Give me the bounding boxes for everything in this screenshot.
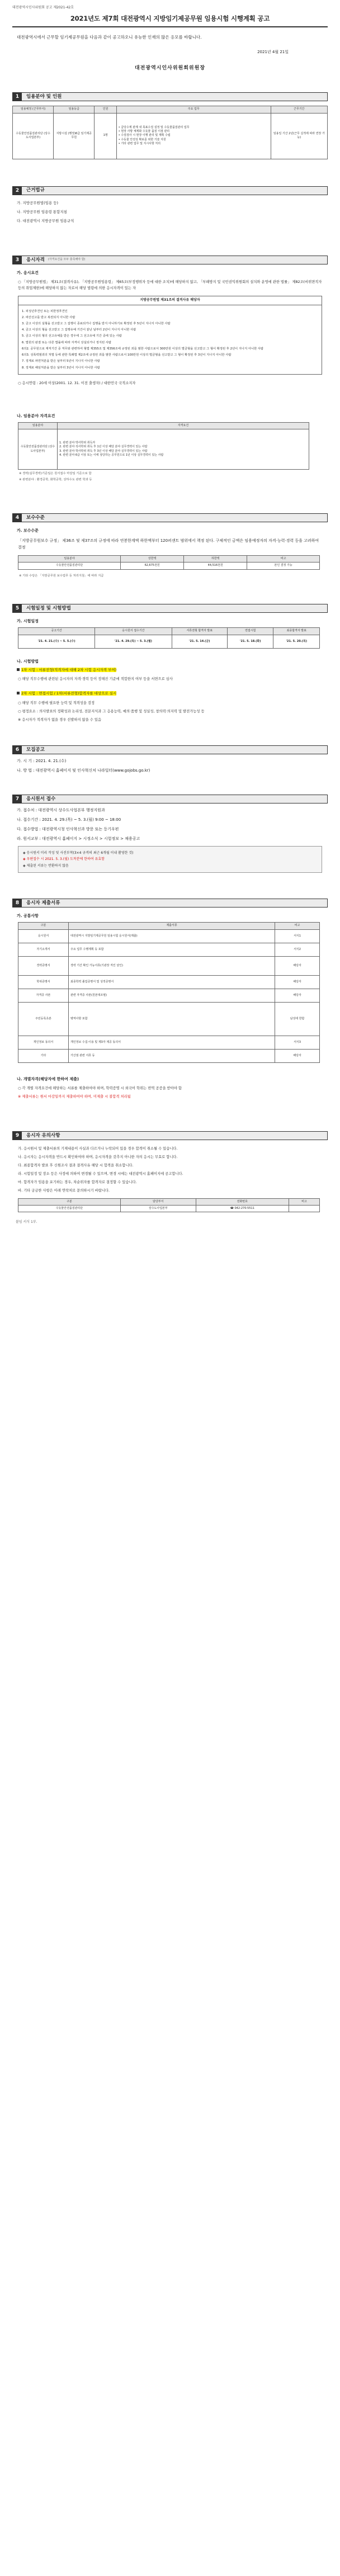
section-5 (12, 604, 328, 722)
caution-item: 라. 시험일정 및 장소 등은 사정에 의하여 변경될 수 있으며, 변경 시에는 대전광역시 홈페이지에 공고합니다. (18, 1171, 183, 1176)
section-6-number: 6 (13, 746, 22, 754)
law-item: 가. 지방공무원법(임용 등) (17, 200, 59, 205)
qualification-subtitle: 나. 임용분야 자격요건 (17, 413, 55, 418)
section-3-header (12, 256, 328, 264)
col-header-period: 근무기간 (271, 106, 327, 113)
doc-cell: 경력증명서 (18, 956, 69, 975)
doc-cell: 서식1 (275, 929, 320, 943)
disqualification-item: 6의3. 성폭력범죄의 처벌 등에 관한 특례법 제2조에 규정된 죄를 범한 사람으로서 100만원 이상의 벌금형을 선고받고 그 형이 확정된 후 3년이 지나지 아니한 사람 (22, 353, 232, 357)
section-7-title: 응시원서 접수 (26, 796, 56, 802)
section-9 (12, 1131, 328, 1213)
doc-cell: 해당자 (275, 1049, 320, 1062)
exam-note: ※ 응시자가 적격자가 없을 경우 선발하지 않을 수 있음 (18, 717, 102, 722)
documents-table (18, 922, 320, 1062)
documents-subtitle: 가. 공통사항 (17, 914, 39, 919)
attachment-note: 붙임 서식 1부. (16, 1220, 37, 1225)
salary-cell: 본인 결정 가능 (247, 563, 320, 569)
schedule-cell: '21. 5. 20.(목) (273, 635, 320, 648)
doc-cell: 개인정보 동의서 (18, 1036, 69, 1049)
qual-item: 2. 관련 분야 석사학위 취득 후 1년 이상 해당 분야 실무경력이 있는 사람 (59, 445, 148, 449)
duty-item: • 기타 관련 업무 및 지시사항 처리 (118, 141, 161, 145)
application-notice: ◈ 응시원서 미리 작성 및 사진부착(3×4 규격의 최근 6개월 이내 촬영한 것) (23, 850, 134, 855)
qualification-table (18, 422, 309, 470)
schedule-cell: '21. 5. 14.(금) (172, 635, 227, 648)
doc-cell: 남성에 한함 (275, 1002, 320, 1036)
doc-cell: 가산점 관련 서류 등 (69, 1049, 275, 1062)
notice-date: 2021년 4월 21일 (257, 50, 289, 55)
individual-docs-subtitle: 나. 개별자격(해당자에 한하여 제출) (17, 1076, 79, 1081)
section-2-header (12, 186, 328, 195)
doc-cell: 해당자 (275, 989, 320, 1002)
contact-cell (289, 1206, 319, 1212)
contact-col: 구분 (18, 1198, 121, 1205)
document-number: 대전광역시인사위원회 공고 제2021-42호 (12, 6, 74, 10)
doc-cell: 해당자 (275, 975, 320, 989)
square-bullet-icon (17, 668, 20, 671)
duty-item: • 현장 사항 체계화 수돗물 품질 이점 관리 (118, 130, 170, 134)
qual-item: 1. 관련 분야 박사학위 취득자 (59, 441, 96, 445)
doc-cell: 응시원서 (18, 929, 69, 943)
qual-col-dept: 임용분야 (18, 422, 58, 429)
schedule-col: 면접시험 (227, 628, 273, 635)
age-requirement: ○ 응시연령 : 20세 이상(2001. 12. 31. 이전 출생자) / 대한민국 국적소지자 (18, 381, 136, 385)
doc-cell: 자격증 사본 (18, 989, 69, 1002)
doc-cell: 개인정보 수집·이용 및 제3자 제공 동의서 (69, 1036, 275, 1049)
contact-col: 담당부서 (120, 1198, 196, 1205)
exam-step-1-label: 1차 시험 : 서류전형(적격자에 대해 2차 시험 응시자격 부여) (21, 667, 117, 672)
section-9-number: 9 (13, 1132, 22, 1140)
doc-cell: 서식2 (275, 943, 320, 956)
section-2 (12, 186, 328, 224)
section-7-number: 7 (13, 795, 22, 803)
section-4-header (12, 513, 328, 522)
caution-item: 바. 기타 궁금한 사항은 아래 연락처로 문의하시기 바랍니다. (18, 1188, 110, 1193)
application-notice: ◈ 제출된 서류는 반환하지 않음 (23, 863, 69, 868)
disqualification-item: 3. 금고 이상의 실형을 선고받고 그 집행이 종료되거나 집행을 받지 아니하기로 확정된 후 5년이 지나지 아니한 사람 (22, 322, 171, 326)
schedule-col: 응시원서 접수기간 (95, 628, 172, 635)
contact-col: 비고 (289, 1198, 319, 1205)
salary-note: ※ 기타 수당은 「지방공무원 보수업무 등 처리지침」에 따라 지급 (19, 574, 104, 578)
issuing-organization: 대전광역시인사위원회위원장 (134, 65, 206, 72)
cell-dept: 수돗물안전품질관리단 (상수도사업본부) (13, 113, 54, 159)
section-3-number: 3 (13, 256, 22, 264)
section-8-number: 8 (13, 899, 22, 907)
salary-cell: 44,516천원 (184, 563, 247, 569)
announcement-period: 가. 시 기 : 2021. 4. 21.(수) (17, 758, 67, 763)
duty-item: • 수돗물 안전성 확보를 위한 기술 지원 (118, 138, 166, 141)
contact-cell: 수돗물안전품질관리단 (18, 1206, 121, 1212)
col-header-grade: 임용등급 (54, 106, 95, 113)
section-3 (12, 256, 328, 483)
individual-docs-note: ※ 제출서류는 원서 마감일까지 제출하여야 하며, 미제출 시 불합격 처리됨 (18, 1094, 131, 1099)
contact-table (18, 1198, 320, 1213)
salary-col-min: 하한액 (184, 556, 247, 563)
contact-phone: ☎ 042-270-5511 (196, 1206, 289, 1212)
announcement-method: 나. 방 법 : 대전광역시 홈페이지 및 인사혁신처 나라일터(www.gojobs.go.kr) (17, 768, 150, 773)
disqualification-box (18, 296, 322, 375)
doc-cell: 주요 업무 수행계획 등 포함 (69, 943, 275, 956)
section-6 (12, 745, 328, 773)
application-method: 다. 접수방법 : 대전광역시청 인사혁신과 방문 또는 등기우편 (17, 827, 119, 832)
method-subtitle: 나. 시험방법 (17, 659, 39, 664)
application-place: 가. 접수처 : 대전광역시 상수도사업본부 행정지원과 (17, 807, 105, 812)
exam-step-1 (17, 668, 323, 673)
caution-item: 나. 응시자는 응시자격을 반드시 확인하여야 하며, 응시자격을 갖추지 아니한 자의 응시는 무효로 합니다. (18, 1155, 178, 1159)
disqualification-item: 5. 금고 이상의 형의 선고유예를 받은 경우에 그 선고유예 기간 중에 있는 사람 (22, 334, 122, 338)
salary-col-note: 비고 (247, 556, 320, 563)
doc-cell: 해당자 (275, 956, 320, 975)
qual-cell-reqs (58, 429, 309, 470)
exam-step-2-label: 2차 시험 : 면접시험 / 1차(서류전형)합격자를 대상으로 실시 (21, 691, 117, 696)
doc-cell: 최종학력 졸업증명서 및 성적증명서 (69, 975, 275, 989)
section-9-header (12, 1131, 328, 1140)
section-5-title: 시험일정 및 시험방법 (26, 606, 71, 612)
doc-cell: 자기소개서 (18, 943, 69, 956)
application-notice: ◈ 우편접수 시 2021. 5. 3.(월) 도착분에 한하여 유효함 (23, 857, 105, 862)
positions-table (12, 106, 328, 159)
section-7-header (12, 795, 328, 803)
section-8 (12, 899, 328, 1100)
disqualification-item: 6의2. 공무원으로 재직기간 중 직무와 관련하여 형법 제355조 및 제356조에 규정된 죄를 범한 사람으로서 300만원 이상의 벌금형을 선고받고 그 형이 확정된 후 2년이 지나지 아니한 사람 (22, 347, 264, 351)
docs-col-type: 구분 (18, 923, 69, 929)
section-4-title: 보수수준 (26, 515, 45, 521)
section-6-header (12, 745, 328, 754)
caution-item: 다. 최종합격자 발표 후 신원조사 결과 결격사유 해당 시 합격을 취소합니다. (18, 1163, 134, 1168)
disqualification-item: 4. 금고 이상의 형을 선고받고 그 집행유예 기간이 끝난 날부터 2년이 지나지 아니한 사람 (22, 328, 136, 332)
qual-note: ※ 경력(실무경력)기준일은 원서접수 마감일 기준으로 함 (19, 472, 92, 476)
salary-text: 「지방공무원보수 규정」 제36조 및 제37조의 규정에 따라 연봉한계액 하한액부터 120퍼센트 범위에서 책정 된다. 구체적인 금액은 임용예정자의 자격·능력·경력 등을 고려하여 결정 (18, 538, 319, 550)
col-header-dept: 임용예정 (근무부서) (13, 106, 54, 113)
section-1-header (12, 92, 328, 101)
eligibility-subtitle: 가. 응시요건 (17, 270, 39, 275)
contact-cell: 상수도사업본부 (120, 1206, 196, 1212)
intro-text: 대전광역시에서 근무할 임기제공무원을 다음과 같이 공고하오니 유능한 인재의 많은 응모를 바랍니다. (17, 35, 202, 40)
section-2-number: 2 (13, 187, 22, 195)
schedule-cell: '21. 4. 29.(목) ~ 5. 3.(월) (95, 635, 172, 648)
salary-col-dept: 임용분야 (18, 556, 121, 563)
caution-item: 가. 응시원서 및 제출서류의 기재내용이 사실과 다르거나 누락되어 있을 경우 합격이 취소될 수 있습니다. (18, 1146, 178, 1151)
section-3-note: (자격요건을 모두 충족해야 함) (48, 258, 86, 262)
section-3-title: 응시자격 (26, 257, 45, 263)
doc-cell: 주민등록초본 (18, 1002, 69, 1036)
law-item: 다. 대전광역시 지방공무원 임용규칙 (17, 219, 74, 224)
schedule-col: 최종합격자 발표 (273, 628, 320, 635)
individual-docs-text: ○ 각 개별 자격요건에 해당하는 서류를 제출하여야 하며, 학력증명 시 외국어 학위는 번역 공증을 받아야 함 (18, 1086, 182, 1090)
eligibility-text: ○ 「지방공무원법」 제31조(결격사유), 「지방공무원임용령」 제65조(부정행위자 등에 대한 조치)에 해당하지 않고, 「부패방지 및 국민권익위원회의 설치와 운영에 관한 법률」 제82조(비위면직자 등의 취업제한)에 해당하지 않는 자로서 해당 법령에 의한 응시자격이 있는 자 (18, 280, 322, 290)
section-5-header (12, 604, 328, 613)
exam-step-2-desc2: ○ 평정요소 : 의사발표의 정확성과 논리성, 전문지식과 그 응용능력, 예의·품행 및 성실성, 창의력·의지력 및 발전가능성 등 (18, 709, 205, 713)
salary-cell: 수돗물안전품질관리단 (18, 563, 121, 569)
docs-col-items: 제출서류 (69, 923, 275, 929)
doc-cell: 병역사항 포함 (69, 1002, 275, 1036)
doc-cell: 학위증명서 (18, 975, 69, 989)
duty-item: • 급당수계 관계 내 목표수질 설정 및 수돗물품질관리 업무 (118, 125, 190, 129)
qual-note: ※ 관련분야 : 환경공학, 화학공학, 상하수도 관련 학과 등 (19, 478, 92, 481)
schedule-cell: '21. 4. 21.(수) ~ 5. 5.(수) (18, 635, 95, 648)
doc-cell: 대전광역시 지방임기제공무원 임용시험 응시원서(제출) (69, 929, 275, 943)
section-4 (12, 513, 328, 578)
qual-item: 4. 관련 분야 6급 이상 또는 이에 상당하는 공무원으로 1년 이상 실무경력이 있는 사람 (59, 453, 164, 457)
salary-cell: 62,675천원 (121, 563, 184, 569)
section-8-title: 응시자 제출서류 (26, 900, 60, 906)
square-bullet-icon (17, 692, 20, 694)
application-form-source: 라. 원서교부 : 대전광역시 홈페이지 > 시정소식 > 시험정보 > 채용공고 (17, 836, 140, 842)
doc-cell: 기타 (18, 1049, 69, 1062)
section-8-header (12, 899, 328, 907)
cell-period: 임용일 기산 2년(근무 실적에 따라 연장 가능) (271, 113, 327, 159)
disqualification-item: 7. 징계로 파면처분을 받은 날부터 5년이 지나지 아니한 사람 (22, 360, 100, 363)
qual-item: 3. 관련 분야 학사학위 취득 후 3년 이상 해당 분야 실무경력이 있는 사람 (59, 449, 148, 453)
notice-title: 2021년도 제7회 대전광역시 지방임기제공무원 임용시험 시행계획 공고 (12, 14, 328, 28)
section-1 (12, 92, 328, 159)
section-5-number: 5 (13, 604, 22, 612)
section-6-title: 모집공고 (26, 746, 45, 753)
disqualification-item: 6. 법원의 판결 또는 다른 법률에 따라 자격이 상실되거나 정지된 사람 (22, 341, 112, 344)
cell-duties (116, 113, 271, 159)
doc-cell: 경력 기간 확인 가능서류(기관장 직인 날인) (69, 956, 275, 975)
disqualification-item: 2. 파산선고를 받고 복권되지 아니한 사람 (22, 315, 75, 319)
salary-subtitle: 가. 보수수준 (17, 528, 39, 533)
section-4-number: 4 (13, 514, 22, 522)
section-1-number: 1 (13, 93, 22, 101)
doc-cell: 관련 자격증 사본(원본대조필) (69, 989, 275, 1002)
exam-step-2 (17, 691, 323, 696)
section-2-title: 근거법규 (26, 187, 45, 193)
application-notice-box (18, 846, 322, 873)
schedule-table (18, 627, 320, 648)
schedule-col: 서류전형 합격자 발표 (172, 628, 227, 635)
docs-col-note: 비고 (275, 923, 320, 929)
exam-step-1-desc: ○ 해당 직무수행에 관련된 응시자의 자격·경력 등이 정해진 기준에 적합한지 여부 등을 서면으로 심사 (18, 677, 173, 682)
law-item: 나. 지방공무원 임용령 통합지침 (17, 209, 67, 214)
col-header-count: 인원 (95, 106, 116, 113)
section-1-title: 임용분야 및 인원 (26, 94, 62, 100)
duty-item: • 수질검사 시 현장 이행 관리 및 계획 수립 (118, 134, 171, 138)
disqualification-item: 1. 피성년후견인 또는 피한정후견인 (22, 309, 68, 313)
disqualification-box-title: 지방공무원법 제31조의 결격사유 해당자 (18, 296, 322, 305)
qual-cell-dept: 수돗물안전품질관리단 (상수도사업본부) (18, 429, 58, 470)
col-header-duties: 주요 업무 (116, 106, 271, 113)
salary-table (18, 555, 320, 570)
disqualification-item: 8. 징계로 해임처분을 받은 날부터 3년이 지나지 아니한 사람 (22, 366, 100, 370)
section-7 (12, 795, 328, 873)
schedule-cell: '21. 5. 18.(화) (227, 635, 273, 648)
schedule-subtitle: 가. 시험일정 (17, 619, 39, 624)
cell-grade: 지방시설 (행정)6급 임기제공무원 (54, 113, 95, 159)
salary-col-max: 상한액 (121, 556, 184, 563)
contact-col: 전화번호 (196, 1198, 289, 1205)
application-period: 나. 접수기간 : 2021. 4. 29.(목) ~ 5. 3.(월) 9:00 ~ 18:00 (17, 817, 121, 823)
section-9-title: 응시자 유의사항 (26, 1132, 60, 1138)
cell-count: 1명 (95, 113, 116, 159)
schedule-col: 공고기간 (18, 628, 95, 635)
exam-step-2-desc: ○ 해당 직무 수행에 필요한 능력 및 적격성을 검정 (18, 701, 95, 705)
caution-item: 마. 합격자가 임용을 포기하는 경우, 차순위자를 합격자로 결정할 수 있습니다. (18, 1180, 137, 1184)
doc-cell: 서식3 (275, 1036, 320, 1049)
qual-col-req: 자격요건 (58, 422, 309, 429)
